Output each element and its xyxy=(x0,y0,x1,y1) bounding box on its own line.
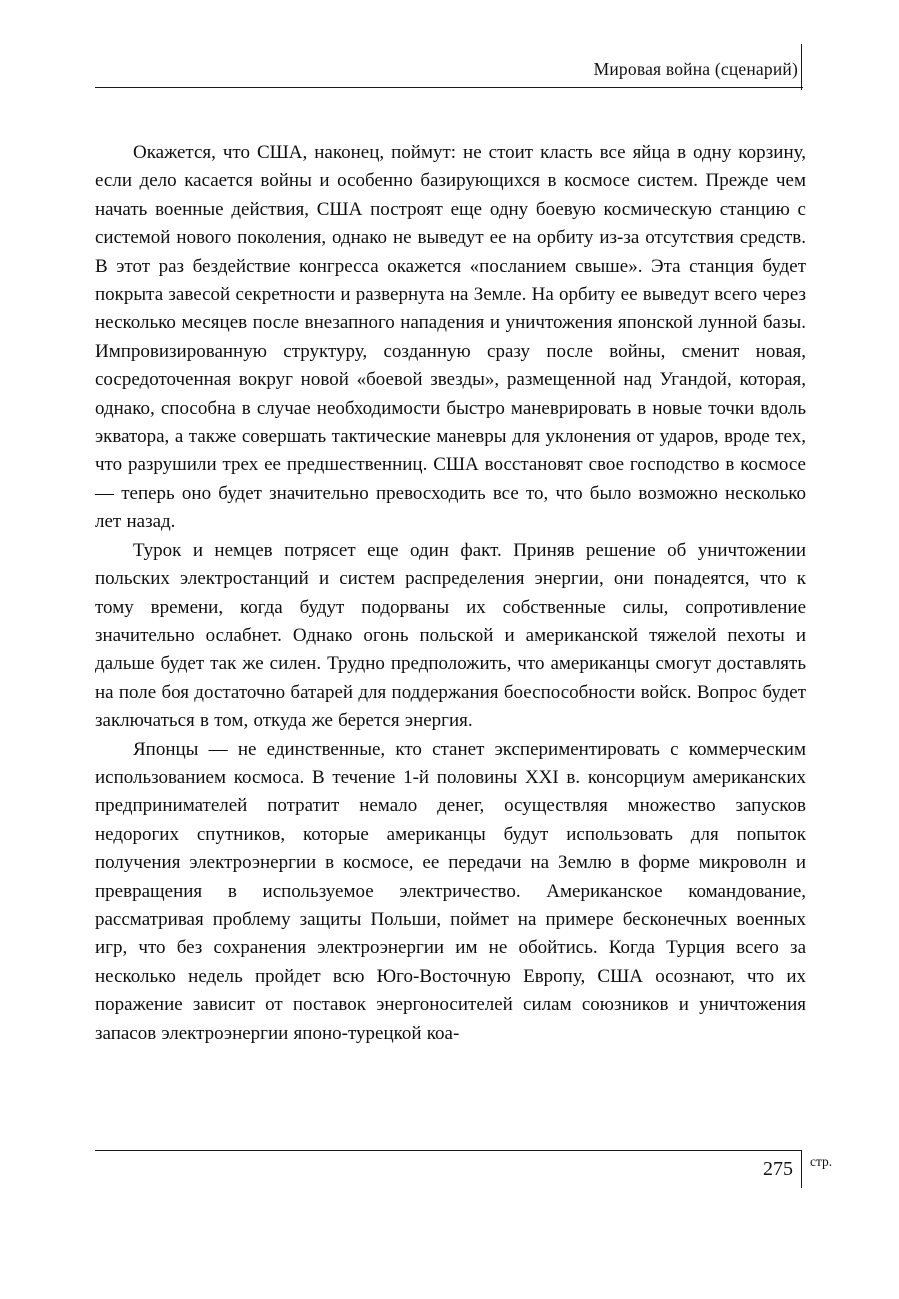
page-number-label: стр. xyxy=(810,1154,833,1169)
header-vertical-line xyxy=(801,44,802,90)
body-paragraph: Японцы — не единственные, кто станет экспериментировать с коммерческим использованием космоса. В течение 1-й половины XXI в. консорциум американских предпринимателей потратит немало денег, осуществляя множество запусков недорогих спутников, которые американцы будут использовать для попыток получения электроэнергии в космосе, ее передачи на Землю в форме микроволн и превращения в используемое электричество. Американское командование, рассматривая проблему защиты Польши, поймет на примере бесконечных военных игр, что без сохранения электроэнергии им не обойтись. Когда Турция всего за несколько недель пройдет всю Юго-Восточную Европу, США осознают, что их поражение зависит от поставок энергоносителей силам союзников и уничтожения запасов электроэнергии японо-турецкой коа- xyxy=(95,738,806,1044)
header-rule xyxy=(95,87,803,88)
body-paragraph: Турок и немцев потрясет еще один факт. Приняв решение об уничтожении польских электростанций и систем распределения энергии, они понадеятся, что к тому времени, когда будут подорваны их собственные силы, сопротивление значительно ослабнет. Однако огонь польской и американской тяжелой пехоты и дальше будет так же силен. Трудно предположить, что американцы смогут доставлять на поле боя достаточно батарей для поддержания боеспособности войск. Вопрос будет заключаться в том, откуда же берется энергия. xyxy=(95,539,806,732)
body-paragraph: Окажется, что США, наконец, поймут: не стоит класть все яйца в одну корзину, если дело касается войны и особенно базирующихся в космосе систем. Прежде чем начать военные действия, США построят еще одну боевую космическую станцию с системой нового поколения, однако не выведут ее на орбиту из-за отсутствия средств. В этот раз бездействие конгресса окажется «посланием свыше». Эта станция будет покрыта завесой секретности и развернута на Земле. На орбиту ее выведут всего через несколько месяцев после внезапного нападения и уничтожения японской лунной базы. Импровизированную структуру, созданную сразу после войны, сменит новая, сосредоточенная вокруг новой «боевой звезды», размещенной над Угандой, которая, однако, способна в случае необходимости быстро маневрировать в новые точки вдоль экватора, а также совершать тактические маневры для уклонения от ударов, вроде тех, что разрушили трех ее предшественниц. США восстановят свое господство в космосе — теперь оно будет значительно превосходить все то, что было возможно несколько лет назад. xyxy=(95,142,806,533)
running-head-title: Мировая война (сценарий) xyxy=(593,59,798,79)
page-number: 275 xyxy=(763,1158,793,1180)
footer-vertical-line xyxy=(801,1150,802,1188)
page-body-text xyxy=(95,139,806,1048)
footer-rule xyxy=(95,1150,801,1151)
